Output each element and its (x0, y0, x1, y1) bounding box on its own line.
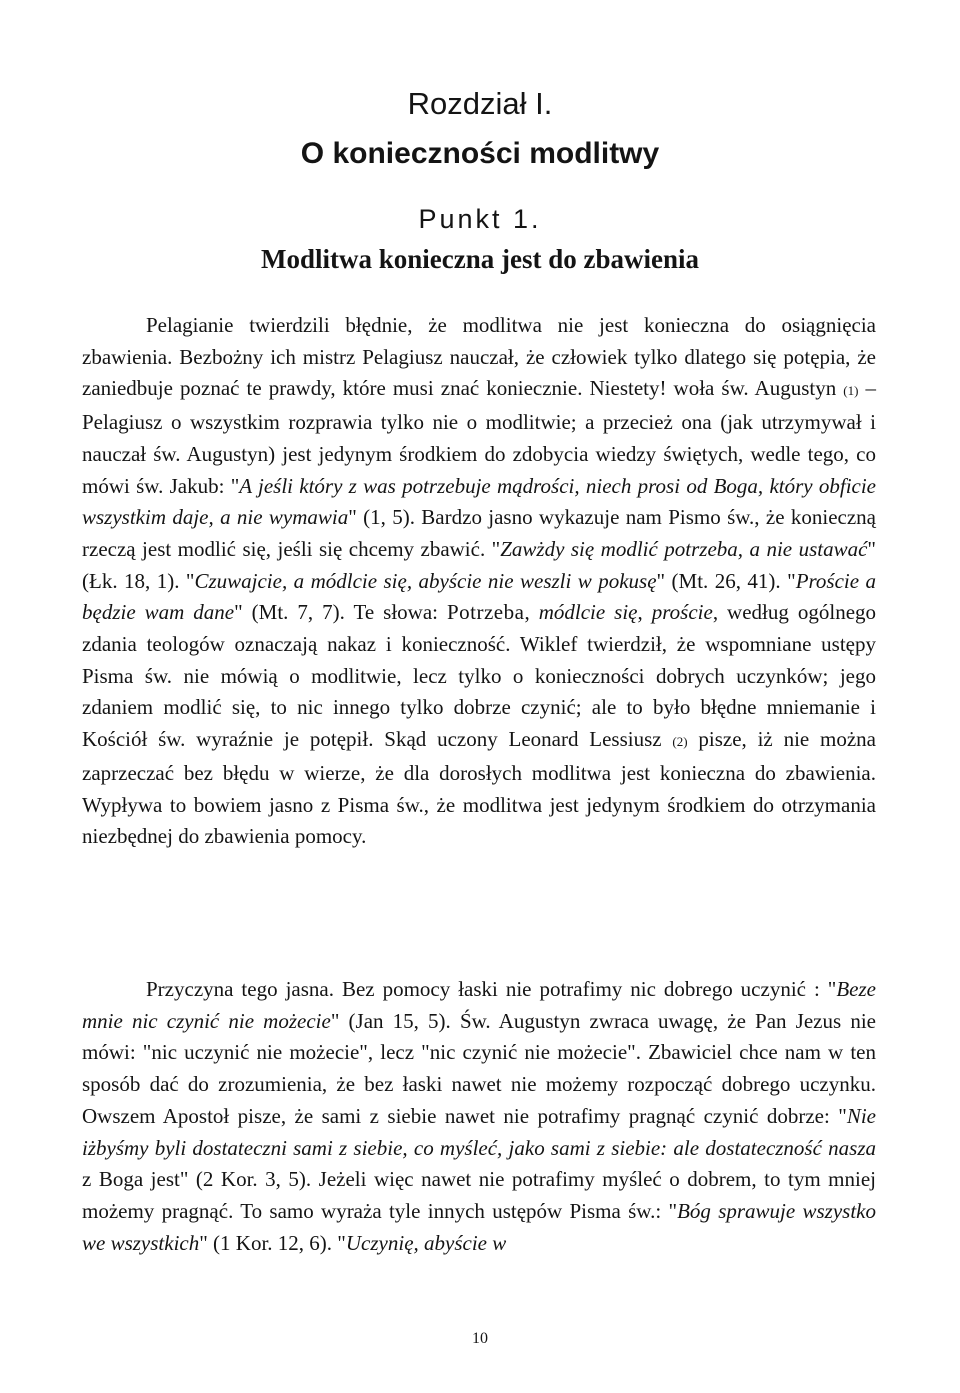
quote-italic: Nie iżbyśmy byli dostateczni sami z siebie, co myśleć, jako sami z siebie: ale dostateczność nasza (82, 1103, 876, 1160)
text-run: , według ogólnego zdania teologów oznaczają nakaz i konieczność. Wiklef twierdził, że wspomniane ustępy Pisma św. nie mówią o modlitwie, lecz tylko o konieczności dobrych uczynków; jego zdaniem modlić się, to nic innego tylko dobrze czynić; ale to było błędne mniemanie i Kościół św. wyraźnie je potępił. Skąd uczony Leonard Lessiusz (82, 600, 877, 752)
footnote-ref: (1) (843, 383, 859, 399)
text-run: " (Łk. 18, 1). " (82, 536, 876, 593)
chapter-title: O konieczności modlitwy (300, 137, 660, 170)
quote-italic: Zawżdy się modlić potrzeba, a nie ustawać (500, 536, 868, 561)
text-run: " (1, 5). Bardzo jasno wykazuje nam Pismo św., że konieczną rzeczą jest modlić się, jeśli się chcemy zbawić. " (82, 505, 876, 561)
paragraph-text (82, 974, 876, 1259)
quote-italic: módlcie się (538, 600, 638, 625)
quote-italic: proście (651, 600, 713, 625)
paragraph-text (82, 310, 876, 853)
text-run: woła św. Augustyn (673, 376, 844, 401)
chapter-number: Rozdział I. (407, 86, 553, 121)
text-run: Przyczyna tego jasna. Bez pomocy łaski nie potrafimy nic dobrego uczynić : " (146, 977, 837, 1001)
point-number: Punkt 1. (418, 204, 542, 234)
quote-italic: Beze mnie nic czynić nie możecie (82, 977, 876, 1033)
footnote-ref: (2) (672, 734, 688, 750)
text-run: " (1 Kor. 12, 6). " (199, 1230, 346, 1255)
text-run: , (524, 600, 539, 625)
point-title: Modlitwa konieczna jest do zbawienia (261, 244, 699, 274)
quote-italic: A jeśli który z was potrzebuje mądrości, niech prosi od Boga, który obficie wszystkim daje, a nie wymawia (82, 473, 877, 530)
spaced-word: Potrzeba (446, 600, 525, 625)
page-number: 10 (472, 1330, 488, 1347)
text-run: , (637, 600, 652, 625)
text-run: " (Mt. 7, 7). Te słowa: (234, 600, 447, 625)
text-run: pisze, iż nie można zaprzeczać bez błędu w wierze, że dla dorosłych modlitwa jest konieczna do zbawienia. Wypływa to bowiem jasno z Pisma św., że modlitwa jest jedynym środkiem do otrzymania niezbędnej do zbawienia pomocy. (82, 727, 877, 849)
quote-italic: Czuwajcie, a módlcie się, abyście nie weszli w pokusę (194, 568, 657, 593)
body-paragraph-1 (82, 310, 876, 853)
text-run: " (Mt. 26, 41). " (656, 568, 796, 593)
text-run: – Pelagiusz o wszystkim rozprawia tylko nie o modlitwie; a przecież ona (jak utrzymywał i nauczał św. Augustyn) jest jedynym środkiem do zdobycia wiedzy świętych, wedle tego, co mówi św. Jakub: " (82, 376, 876, 498)
quote-italic: Proście a będzie wam dane (82, 568, 876, 625)
text-run: z Boga jest" (2 Kor. 3, 5). Jeżeli więc nawet nie potrafimy myśleć o dobrem, to tym mniej możemy pragnąć. To samo wyraża tyle innych ustępów Pisma św.: " (82, 1167, 876, 1223)
text-run: Pelagianie twierdzili błędnie, że modlitwa nie jest konieczna do osiągnięcia zbawienia. Bezbożny ich mistrz Pelagiusz nauczał, że człowiek tylko dlatego się potępia, że zaniedbuje poznać te prawdy, które musi znać koniecznie. Niestety! (82, 313, 876, 401)
quote-italic: Uczynię, abyście w (345, 1230, 507, 1255)
text-run: " (Jan 15, 5). Św. Augustyn zwraca uwagę, że Pan Jezus nie mówi: "nic uczynić nie możecie", lecz "nic czynić nie możecie". Zbawiciel chce nam w ten sposób dać do zrozumienia, że bez łaski nawet nie możemy rozpocząć dobrego uczynku. Owszem Apostoł pisze, że sami z siebie nawet nie potrafimy pragnąć czynić dobrze: " (82, 1008, 876, 1128)
body-paragraph-2 (82, 974, 876, 1259)
quote-italic: Bóg sprawuje wszystko we wszystkich (82, 1198, 876, 1255)
